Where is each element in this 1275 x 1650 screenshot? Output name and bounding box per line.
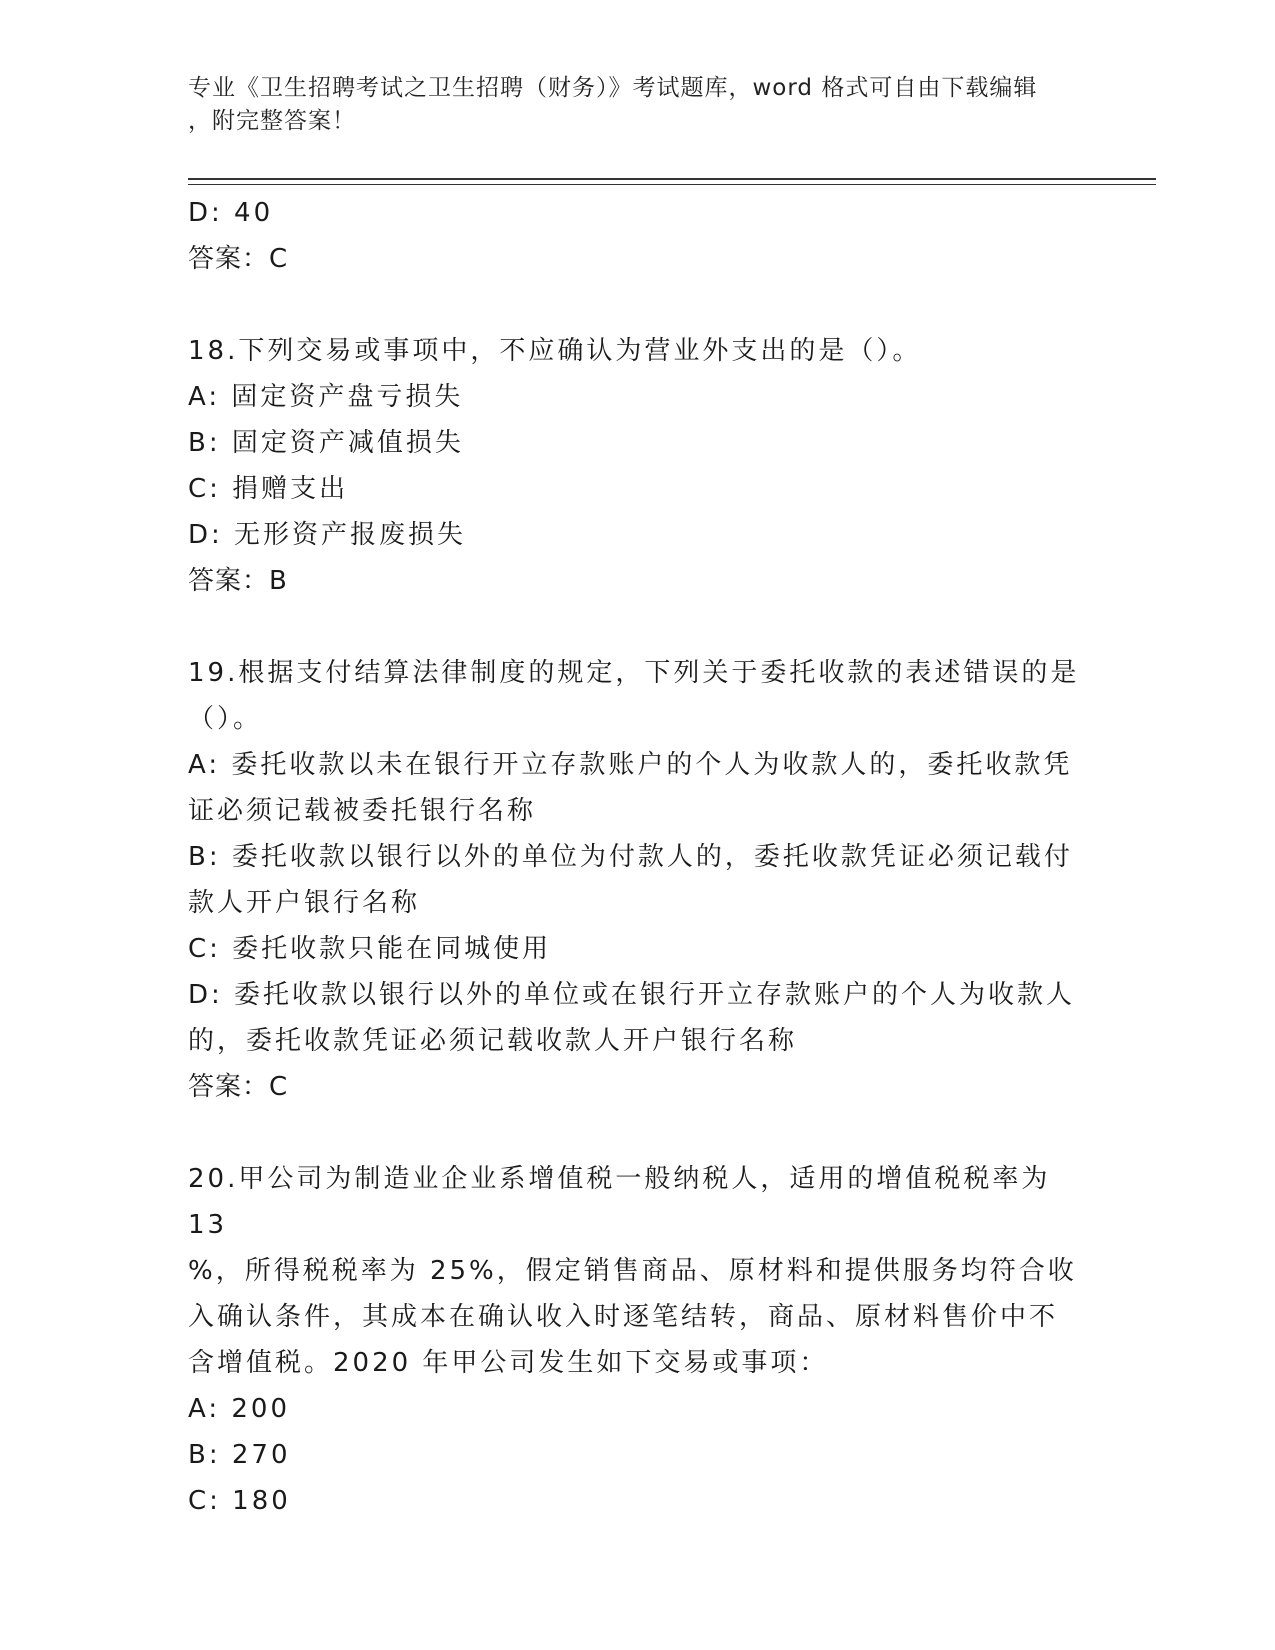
spacer bbox=[188, 604, 1088, 650]
question-18-text: 18.下列交易或事项中，不应确认为营业外支出的是（）。 bbox=[188, 336, 922, 366]
question-20-option-b: B: 270 bbox=[188, 1440, 291, 1470]
question-19-text-line-1: 19.根据支付结算法律制度的规定，下列关于委托收款的表述错误的是 bbox=[188, 658, 1080, 688]
question-19-option-d-line-2: 的，委托收款凭证必须记载收款人开户银行名称 bbox=[188, 1026, 798, 1056]
header-line-2: ，附完整答案！ bbox=[188, 108, 356, 134]
question-18-option-c: C: 捐赠支出 bbox=[188, 474, 349, 504]
question-20-text-line-2: %，所得税税率为 25%，假定销售商品、原材料和提供服务均符合收 bbox=[188, 1256, 1077, 1286]
question-19-option-a-line-2: 证必须记载被委托银行名称 bbox=[188, 796, 537, 826]
question-19-option-b-line-2: 款人开户银行名称 bbox=[188, 888, 421, 918]
document-body bbox=[188, 190, 1088, 1524]
question-20 bbox=[188, 1156, 1088, 1524]
question-19-answer: 答案：C bbox=[188, 1072, 289, 1102]
question-20-text-line-3: 入确认条件，其成本在确认收入时逐笔结转，商品、原材料售价中不 bbox=[188, 1302, 1059, 1332]
question-18 bbox=[188, 328, 1088, 604]
question-18-option-d: D: 无形资产报废损失 bbox=[188, 520, 467, 550]
question-19-text-line-2: （）。 bbox=[188, 704, 263, 734]
question-19 bbox=[188, 650, 1088, 1110]
question-20-option-c: C: 180 bbox=[188, 1486, 291, 1516]
question-20-option-a: A: 200 bbox=[188, 1394, 290, 1424]
question-20-text-line-4: 含增值税。2020 年甲公司发生如下交易或事项： bbox=[188, 1348, 829, 1378]
question-19-option-b-line-1: B: 委托收款以银行以外的单位为付款人的，委托收款凭证必须记载付 bbox=[188, 842, 1073, 872]
header-rule-thin bbox=[188, 184, 1156, 185]
document-header bbox=[188, 72, 1088, 138]
spacer bbox=[188, 282, 1088, 328]
question-18-answer: 答案：B bbox=[188, 566, 288, 596]
question-19-option-a-line-1: A: 委托收款以未在银行开立存款账户的个人为收款人的，委托收款凭 bbox=[188, 750, 1073, 780]
prev-option-d: D: 40 bbox=[188, 198, 274, 228]
spacer bbox=[188, 1110, 1088, 1156]
question-18-option-a: A: 固定资产盘亏损失 bbox=[188, 382, 464, 412]
question-19-option-c: C: 委托收款只能在同城使用 bbox=[188, 934, 552, 964]
question-18-option-b: B: 固定资产减值损失 bbox=[188, 428, 464, 458]
header-line-1: 专业《卫生招聘考试之卫生招聘（财务）》考试题库，word 格式可自由下载编辑 bbox=[188, 75, 1038, 101]
header-rule-thick bbox=[188, 178, 1156, 180]
prev-answer: 答案：C bbox=[188, 244, 289, 274]
question-19-option-d-line-1: D: 委托收款以银行以外的单位或在银行开立存款账户的个人为收款人 bbox=[188, 980, 1076, 1010]
question-20-text-line-1: 20.甲公司为制造业企业系增值税一般纳税人，适用的增值税税率为 13 bbox=[188, 1164, 1051, 1240]
